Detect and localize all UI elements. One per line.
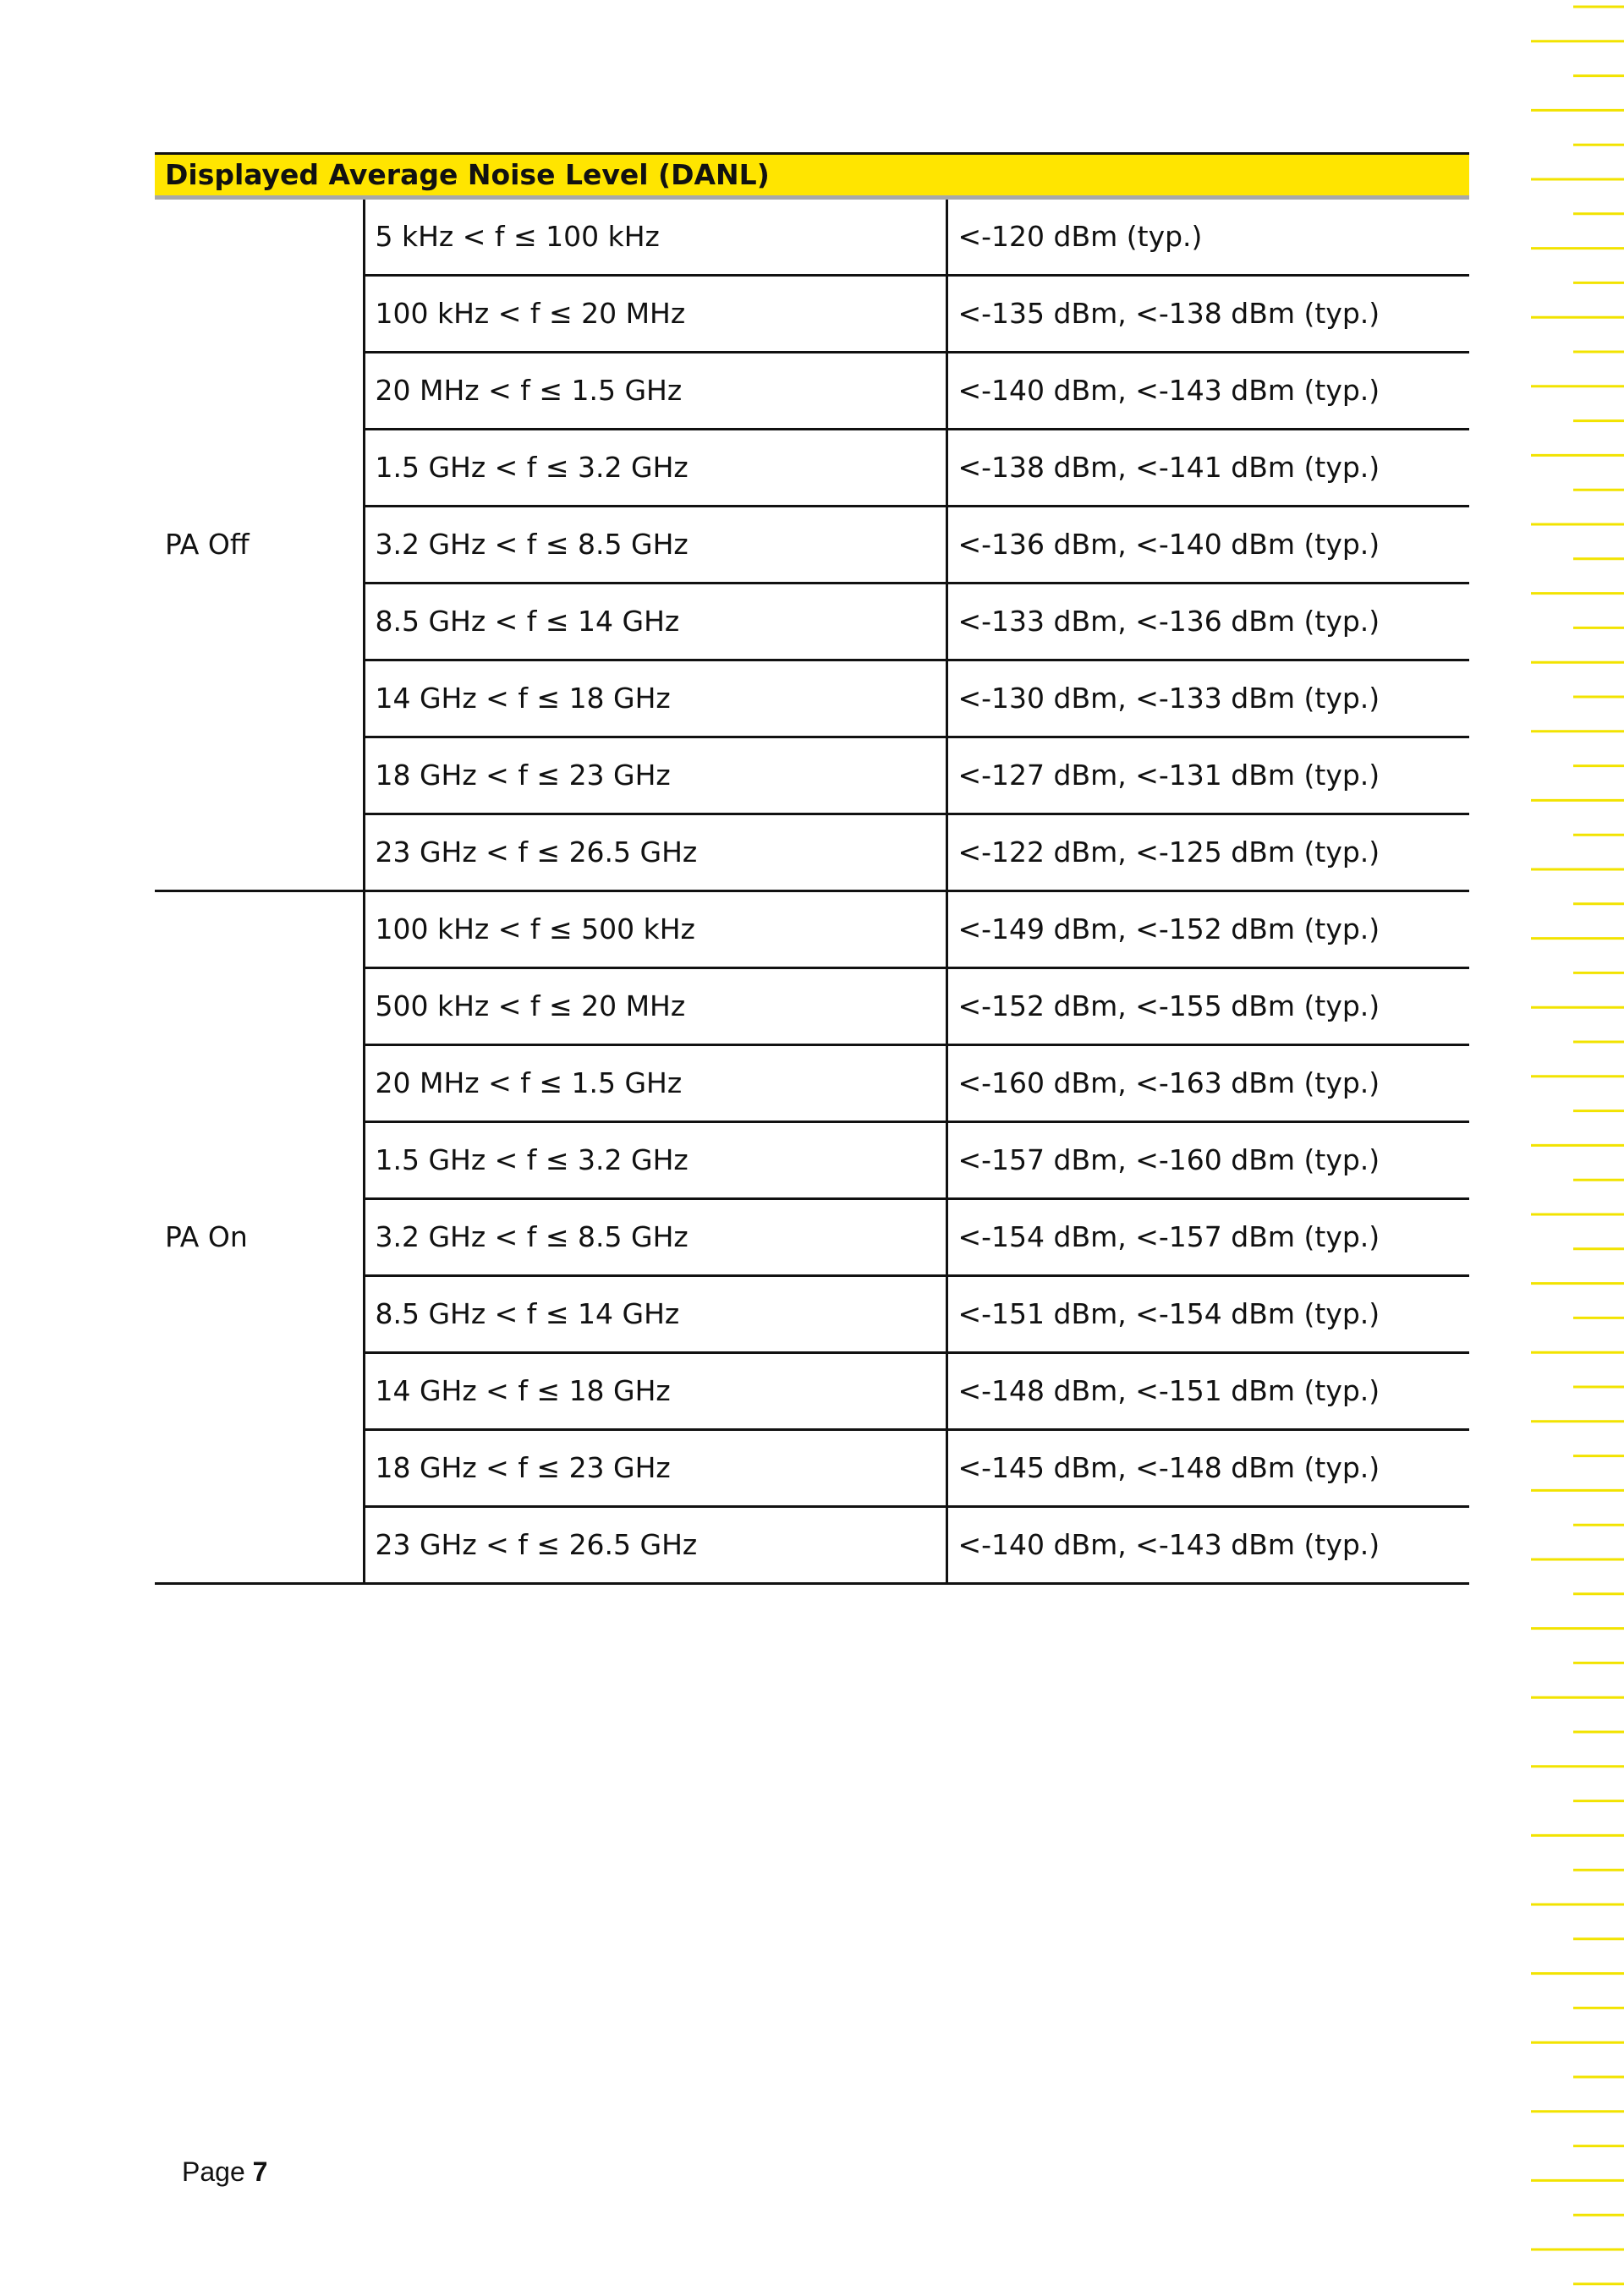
frequency-range-cell: 1.5 GHz < f ≤ 3.2 GHz — [364, 1122, 946, 1199]
frequency-range-cell: 18 GHz < f ≤ 23 GHz — [364, 1430, 946, 1507]
danl-value-cell: <-140 dBm, <-143 dBm (typ.) — [946, 1507, 1469, 1584]
danl-value-cell: <-140 dBm, <-143 dBm (typ.) — [946, 353, 1469, 430]
frequency-range-cell: 18 GHz < f ≤ 23 GHz — [364, 737, 946, 814]
danl-value-cell: <-149 dBm, <-152 dBm (typ.) — [946, 891, 1469, 968]
frequency-range-cell: 100 kHz < f ≤ 20 MHz — [364, 276, 946, 353]
danl-value-cell: <-154 dBm, <-157 dBm (typ.) — [946, 1199, 1469, 1276]
danl-value-cell: <-148 dBm, <-151 dBm (typ.) — [946, 1353, 1469, 1430]
page-label: Page — [182, 2156, 245, 2187]
danl-value-cell: <-136 dBm, <-140 dBm (typ.) — [946, 507, 1469, 584]
frequency-range-cell: 23 GHz < f ≤ 26.5 GHz — [364, 814, 946, 891]
frequency-range-cell: 20 MHz < f ≤ 1.5 GHz — [364, 353, 946, 430]
frequency-range-cell: 500 kHz < f ≤ 20 MHz — [364, 968, 946, 1045]
danl-value-cell: <-122 dBm, <-125 dBm (typ.) — [946, 814, 1469, 891]
danl-value-cell: <-138 dBm, <-141 dBm (typ.) — [946, 430, 1469, 507]
frequency-range-cell: 14 GHz < f ≤ 18 GHz — [364, 660, 946, 737]
frequency-range-cell: 8.5 GHz < f ≤ 14 GHz — [364, 1276, 946, 1353]
frequency-range-cell: 3.2 GHz < f ≤ 8.5 GHz — [364, 1199, 946, 1276]
danl-value-cell: <-152 dBm, <-155 dBm (typ.) — [946, 968, 1469, 1045]
danl-value-cell: <-120 dBm (typ.) — [946, 198, 1469, 276]
frequency-range-cell: 8.5 GHz < f ≤ 14 GHz — [364, 584, 946, 660]
danl-value-cell: <-145 dBm, <-148 dBm (typ.) — [946, 1430, 1469, 1507]
table-body — [155, 198, 1469, 1584]
frequency-range-cell: 100 kHz < f ≤ 500 kHz — [364, 891, 946, 968]
frequency-range-cell: 20 MHz < f ≤ 1.5 GHz — [364, 1045, 946, 1122]
table-row — [155, 891, 1469, 968]
danl-value-cell: <-135 dBm, <-138 dBm (typ.) — [946, 276, 1469, 353]
danl-value-cell: <-127 dBm, <-131 dBm (typ.) — [946, 737, 1469, 814]
mode-cell: PA Off — [155, 198, 364, 891]
table-row — [155, 198, 1469, 276]
danl-spec-table — [155, 152, 1469, 1585]
danl-value-cell: <-133 dBm, <-136 dBm (typ.) — [946, 584, 1469, 660]
danl-value-cell: <-130 dBm, <-133 dBm (typ.) — [946, 660, 1469, 737]
frequency-range-cell: 14 GHz < f ≤ 18 GHz — [364, 1353, 946, 1430]
danl-value-cell: <-157 dBm, <-160 dBm (typ.) — [946, 1122, 1469, 1199]
mode-cell: PA On — [155, 891, 364, 1584]
danl-value-cell: <-160 dBm, <-163 dBm (typ.) — [946, 1045, 1469, 1122]
page-number-value: 7 — [252, 2156, 268, 2187]
danl-value-cell: <-151 dBm, <-154 dBm (typ.) — [946, 1276, 1469, 1353]
page-number — [182, 2155, 267, 2189]
frequency-range-cell: 23 GHz < f ≤ 26.5 GHz — [364, 1507, 946, 1584]
frequency-range-cell: 1.5 GHz < f ≤ 3.2 GHz — [364, 430, 946, 507]
frequency-range-cell: 3.2 GHz < f ≤ 8.5 GHz — [364, 507, 946, 584]
frequency-range-cell: 5 kHz < f ≤ 100 kHz — [364, 198, 946, 276]
edge-ruler-decoration — [1522, 0, 1624, 2296]
table-title-row — [155, 154, 1469, 198]
table-title: Displayed Average Noise Level (DANL) — [155, 154, 1469, 198]
